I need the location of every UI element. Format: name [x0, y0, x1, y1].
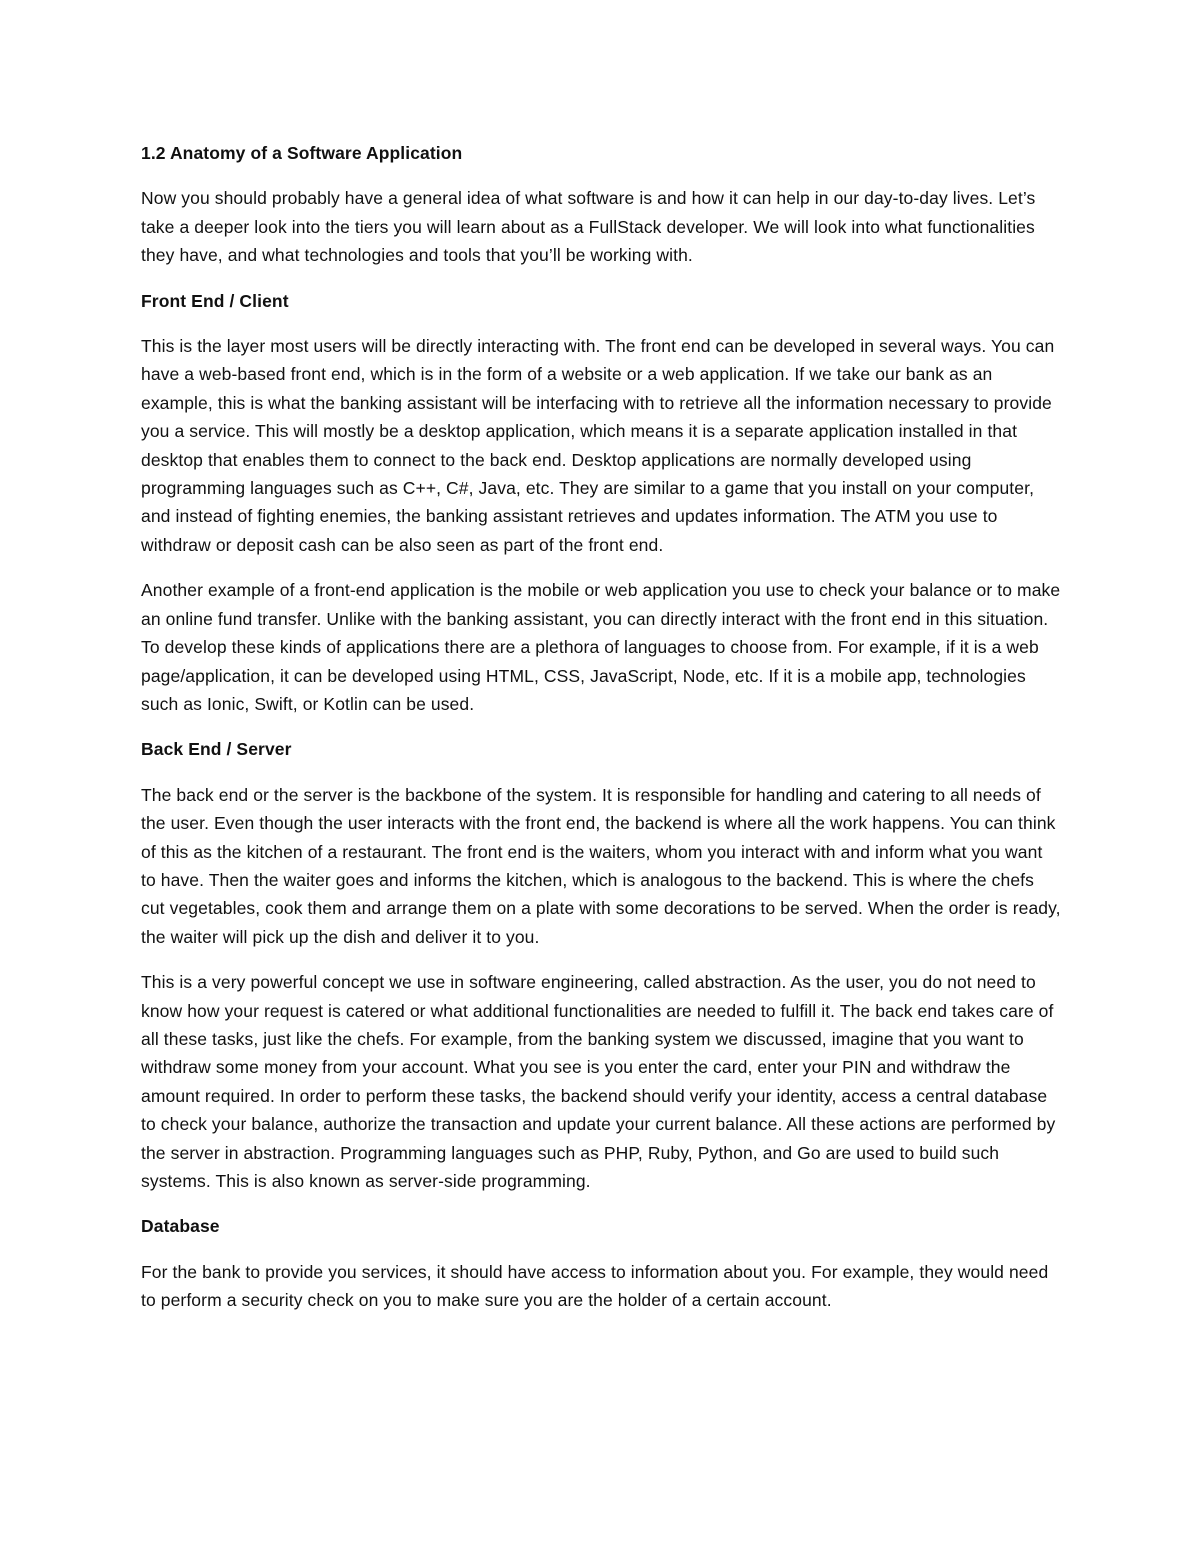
back-end-paragraph-2: This is a very powerful concept we use in software engineering, called abstraction. As the user, you do not need to know how your request is catered or what additional functionalities are needed to fulfill it. The back end takes care of all these tasks, just like the chefs. For example, from the banking system we discussed, imagine that you want to withdraw some money from your account. What you see is you enter the card, enter your PIN and withdraw the amount required. In order to perform these tasks, the backend should verify your identity, access a central database to check your balance, authorize the transaction and update your current balance. All these actions are performed by the server in abstraction. Programming languages such as PHP, Ruby, Python, and Go are used to build such systems. This is also known as server-side programming.	[141, 972, 1056, 1191]
section-title: 1.2 Anatomy of a Software Application	[141, 143, 463, 163]
document-body	[141, 139, 1061, 1332]
back-end-paragraph-1: The back end or the server is the backbone of the system. It is responsible for handling and catering to all needs of the user. Even though the user interacts with the front end, the backend is where all the work happens. You can think of this as the kitchen of a restaurant. The front end is the waiters, whom you interact with and inform what you want to have. Then the waiter goes and informs the kitchen, which is analogous to the backend. This is where the chefs cut vegetables, cook them and arrange them on a plate with some decorations to be served. When the order is ready, the waiter will pick up the dish and deliver it to you.	[141, 784, 1061, 947]
heading-back-end: Back End / Server	[141, 739, 292, 760]
heading-database: Database	[141, 1216, 220, 1237]
front-end-paragraph-1: This is the layer most users will be directly interacting with. The front end can be developed in several ways. You can have a web-based front end, which is in the form of a website or a web application. If we take our bank as an example, this is what the banking assistant will be interfacing with to retrieve all the information necessary to provide you a service. This will mostly be a desktop application, which means it is a separate application installed in that desktop that enables them to connect to the back end. Desktop applications are normally developed using programming languages such as C++, C#, Java, etc. They are similar to a game that you install on your computer, and instead of fighting enemies, the banking assistant retrieves and updates information. The ATM you use to withdraw or deposit cash can be also seen as part of the front end.	[141, 336, 1055, 555]
heading-front-end: Front End / Client	[141, 290, 289, 311]
intro-paragraph: Now you should probably have a general idea of what software is and how it can help in our day-to-day lives. Let’s take a deeper look into the tiers you will learn about as a FullStack developer. We will look into what functionalities they have, and what technologies and tools that you’ll be working with.	[141, 188, 1036, 266]
front-end-paragraph-2: Another example of a front-end application is the mobile or web application you use to check your balance or to make an online fund transfer. Unlike with the banking assistant, you can directly interact with the front end in this situation. To develop these kinds of applications there are a plethora of languages to choose from. For example, if it is a web page/application, it can be developed using HTML, CSS, JavaScript, Node, etc. If it is a mobile app, technologies such as Ionic, Swift, or Kotlin can be used.	[141, 580, 1061, 714]
database-paragraph-1: For the bank to provide you services, it should have access to information about you. For example, they would need to perform a security check on you to make sure you are the holder of a certain account.	[141, 1261, 1049, 1311]
